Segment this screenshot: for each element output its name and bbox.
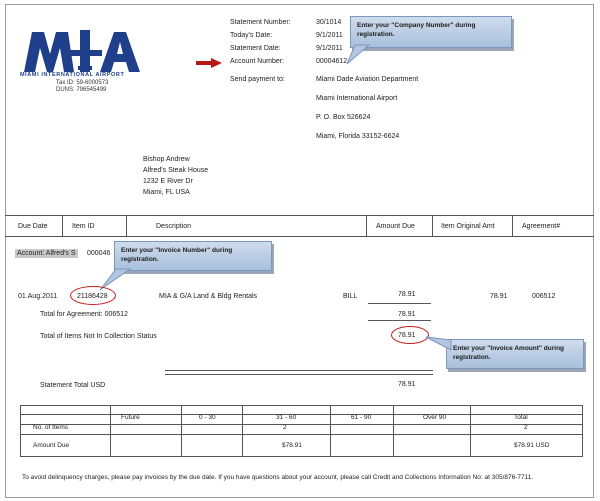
aging-header-31-60: 31 - 60 xyxy=(276,414,297,421)
logo-subtitle: MIAMI INTERNATIONAL AIRPORT xyxy=(20,72,125,78)
statement-date: 9/1/2011 xyxy=(316,45,343,52)
agreement-total-label: Total for Agreement: 006512 xyxy=(40,311,128,318)
not-in-collection-value: 78.91 xyxy=(398,332,416,339)
account-banner-number: 000046 xyxy=(87,250,111,257)
callout-pointer xyxy=(345,44,375,66)
aging-col-rule xyxy=(393,405,394,457)
invoice-number-callout xyxy=(114,241,272,271)
recipient-line: Miami, FL USA xyxy=(143,189,190,196)
agreement-total-value: 78.91 xyxy=(398,311,416,318)
header-bottom-rule xyxy=(5,236,594,237)
line-item-original-amt: 78.91 xyxy=(490,293,508,300)
aging-cell: 2 xyxy=(283,424,287,431)
line-item-invoice: 21186428 xyxy=(77,293,108,300)
line-item-type: BILL xyxy=(343,293,358,300)
aging-col-rule xyxy=(470,405,471,457)
aging-header-total: Total xyxy=(514,414,528,421)
aging-header-over-90: Over 90 xyxy=(423,414,447,421)
aging-col-rule xyxy=(242,405,243,457)
recipient-line: Bishop Andrew xyxy=(143,156,190,163)
callout-pointer xyxy=(424,334,452,352)
callout-text: Enter your "Invoice Amount" during registration. xyxy=(453,345,565,361)
aging-cell: $78.91 USD xyxy=(514,442,550,449)
aging-header-61-90: 61 - 90 xyxy=(351,414,372,421)
line-item-description: MIA & G/A Land & Bldg Rentals xyxy=(159,293,258,300)
payee-line: Miami Dade Aviation Department xyxy=(316,76,419,83)
header-top-rule xyxy=(5,215,594,216)
invoice-amount-callout xyxy=(446,339,584,369)
column-divider xyxy=(62,215,63,236)
aging-row-rule xyxy=(20,414,583,415)
send-payment-label: Send payment to: xyxy=(230,76,285,83)
payee-line: Miami International Airport xyxy=(316,95,398,102)
aging-cell: 2 xyxy=(524,424,528,431)
aging-row-label: No. of Items xyxy=(33,424,69,431)
aging-col-rule xyxy=(110,405,111,457)
col-header-amount-due: Amount Due xyxy=(376,223,415,230)
col-header-item-id: Item ID xyxy=(72,223,95,230)
aging-header-0-30: 0 - 30 xyxy=(199,414,216,421)
todays-date-label: Today's Date: xyxy=(230,32,273,39)
statement-total-label: Statement Total USD xyxy=(40,382,106,389)
arrow-head-icon xyxy=(211,58,222,68)
todays-date: 9/1/2011 xyxy=(316,32,343,39)
statement-number: 30/1014 xyxy=(316,19,342,26)
aging-col-rule xyxy=(330,405,331,457)
recipient-line: 1232 E River Dr xyxy=(143,178,193,185)
callout-text: Enter your "Invoice Number" during registration. xyxy=(121,247,233,263)
recipient-line: Alfred's Steak House xyxy=(143,167,209,174)
subtotal-rule xyxy=(368,320,431,321)
aging-cell: $78.91 xyxy=(282,442,302,449)
footer-note: To avoid delinquency charges, please pay invoices by the due date. If you have questions about your account, please call Credit and Collections Information No: at 305/876-7711. xyxy=(22,474,534,481)
statement-total-rule xyxy=(165,370,433,371)
statement-total-rule xyxy=(165,374,433,375)
statement-total-value: 78.91 xyxy=(398,381,416,388)
not-in-collection-label: Total of Items Not In Collection Status xyxy=(40,333,157,340)
statement-date-label: Statement Date: xyxy=(230,45,281,52)
account-number-label: Account Number: xyxy=(230,58,285,65)
line-item-date: 01.Aug.2011 xyxy=(18,293,58,300)
col-header-agreement: Agreement# xyxy=(522,223,561,230)
aging-col-rule xyxy=(181,405,182,457)
column-divider xyxy=(366,215,367,236)
col-header-description: Description xyxy=(156,223,192,230)
subtotal-rule xyxy=(368,303,431,304)
aging-row-rule xyxy=(20,434,583,435)
line-item-amount-due: 78.91 xyxy=(398,291,416,298)
account-banner-label: Account: Alfred's S xyxy=(17,250,76,257)
col-header-original-amt: Item Original Amt xyxy=(441,223,495,230)
payee-line: Miami, Florida 33152-6624 xyxy=(316,133,400,140)
col-header-due-date: Due Date xyxy=(18,223,48,230)
aging-row-label: Amount Due xyxy=(33,442,70,449)
column-divider xyxy=(126,215,127,236)
column-divider xyxy=(432,215,433,236)
payee-line: P. O. Box 526624 xyxy=(316,114,371,121)
arrow-right-icon xyxy=(196,61,212,65)
column-divider xyxy=(512,215,513,236)
aging-row-rule xyxy=(20,424,583,425)
account-number: 00004612 xyxy=(316,58,348,65)
duns-number: DUNS: 796545499 xyxy=(56,87,107,93)
aging-header-future: Future xyxy=(121,414,140,421)
account-banner xyxy=(15,249,78,258)
tax-id: Tax ID: 59-6000573 xyxy=(56,80,109,86)
callout-text: Enter your "Company Number" during registration. xyxy=(357,22,476,38)
line-item-agreement: 006512 xyxy=(532,293,556,300)
statement-number-label: Statement Number: xyxy=(230,19,291,26)
